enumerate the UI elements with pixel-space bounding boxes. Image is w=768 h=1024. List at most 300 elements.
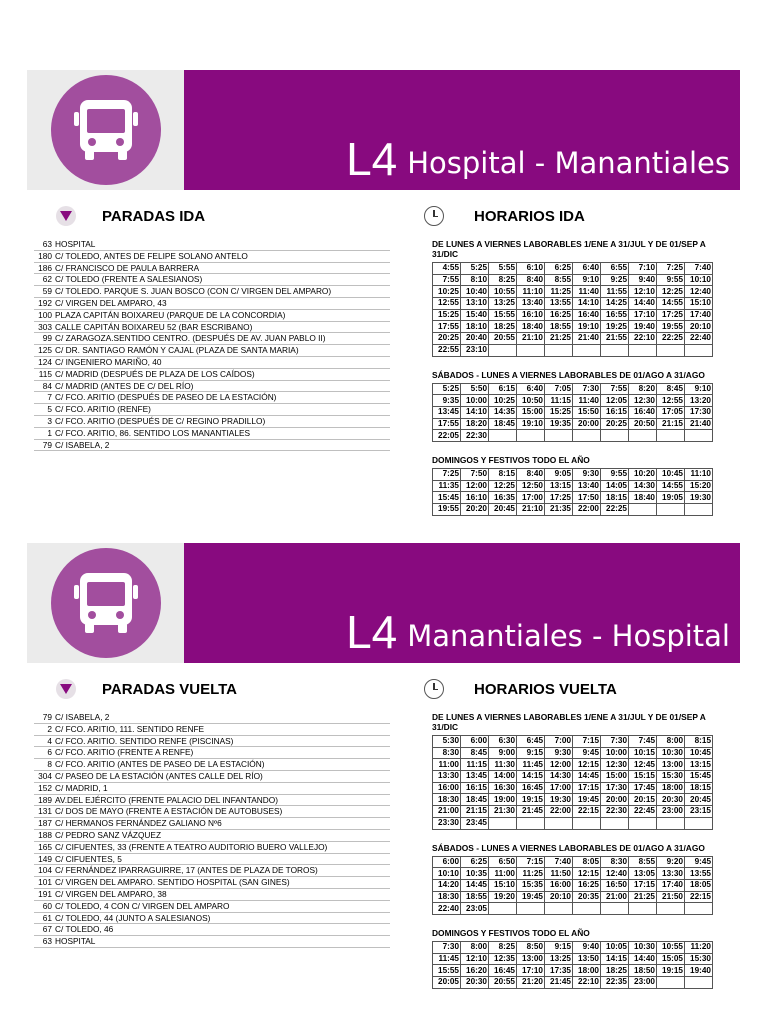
stop-number: 303 xyxy=(38,321,52,332)
route-title: Hospital - Manantiales xyxy=(407,146,730,180)
time-cell: 10:50 xyxy=(517,395,545,407)
time-cell: 20:05 xyxy=(433,977,461,989)
time-cell xyxy=(489,903,517,915)
time-cell: 10:10 xyxy=(685,274,713,286)
stop-row xyxy=(34,889,390,901)
stop-name: C/ TOLEDO (FRENTE A SALESIANOS) xyxy=(55,274,203,285)
timetable-row xyxy=(433,903,713,915)
time-cell: 7:45 xyxy=(629,736,657,748)
route-header xyxy=(27,70,740,190)
time-cell: 13:10 xyxy=(461,298,489,310)
timetable-row xyxy=(433,286,713,298)
stop-row xyxy=(34,759,390,771)
stop-name: C/ VIRGEN DEL AMPARO, 38 xyxy=(55,888,167,899)
time-cell: 18:25 xyxy=(601,965,629,977)
time-cell: 19:55 xyxy=(657,321,685,333)
time-cell: 5:55 xyxy=(489,263,517,275)
time-cell: 9:30 xyxy=(545,747,573,759)
time-cell: 8:30 xyxy=(433,747,461,759)
time-cell: 15:00 xyxy=(601,771,629,783)
time-cell: 10:00 xyxy=(601,747,629,759)
time-cell: 11:10 xyxy=(517,286,545,298)
time-cell: 17:30 xyxy=(685,406,713,418)
route-title: Manantiales - Hospital xyxy=(407,619,730,653)
time-cell: 13:45 xyxy=(461,771,489,783)
time-cell: 5:25 xyxy=(433,383,461,395)
timetable-row xyxy=(433,321,713,333)
stop-row xyxy=(34,392,390,404)
time-cell: 8:00 xyxy=(461,941,489,953)
time-cell xyxy=(517,817,545,829)
timetable xyxy=(432,735,713,830)
time-cell: 23:15 xyxy=(685,806,713,818)
time-cell xyxy=(601,430,629,442)
line-code: L4 xyxy=(346,606,398,658)
time-cell: 17:15 xyxy=(629,879,657,891)
stop-row xyxy=(34,795,390,807)
timetable-row xyxy=(433,504,713,516)
stop-name: C/ TOLEDO, 4 CON C/ VIRGEN DEL AMPARO xyxy=(55,900,230,911)
time-cell: 14:15 xyxy=(517,771,545,783)
time-cell: 11:00 xyxy=(433,759,461,771)
time-cell: 12:15 xyxy=(573,868,601,880)
stop-name: C/ PEDRO SANZ VÁZQUEZ xyxy=(55,829,162,840)
stop-row xyxy=(34,239,390,251)
time-cell: 15:00 xyxy=(517,406,545,418)
time-cell: 14:30 xyxy=(545,771,573,783)
time-cell: 15:15 xyxy=(629,771,657,783)
time-cell: 16:00 xyxy=(433,782,461,794)
time-cell: 19:05 xyxy=(657,492,685,504)
time-cell xyxy=(685,344,713,356)
stop-row xyxy=(34,416,390,428)
time-cell: 10:20 xyxy=(629,468,657,480)
time-cell: 9:25 xyxy=(601,274,629,286)
time-cell: 23:30 xyxy=(433,817,461,829)
stop-number: 189 xyxy=(38,794,52,805)
stop-name: C/ FCO. ARITIO (FRENTE A RENFE) xyxy=(55,747,194,758)
stop-number: 59 xyxy=(42,286,52,297)
time-cell: 22:10 xyxy=(573,977,601,989)
route-header xyxy=(27,543,740,663)
time-cell: 15:50 xyxy=(573,406,601,418)
time-cell xyxy=(545,817,573,829)
time-cell: 11:45 xyxy=(433,953,461,965)
timetable xyxy=(432,262,713,357)
timetable-row xyxy=(433,395,713,407)
time-cell: 11:15 xyxy=(461,759,489,771)
time-cell: 16:55 xyxy=(601,309,629,321)
schedule-block-title: DOMINGOS Y FESTIVOS TODO EL AÑO xyxy=(432,927,590,938)
time-cell: 22:25 xyxy=(601,504,629,516)
time-cell: 21:30 xyxy=(489,806,517,818)
stop-row xyxy=(34,724,390,736)
time-cell: 13:15 xyxy=(685,759,713,771)
time-cell: 10:25 xyxy=(433,286,461,298)
icon-box xyxy=(27,70,184,190)
schedule-block xyxy=(432,843,712,915)
time-cell: 19:10 xyxy=(573,321,601,333)
time-cell: 19:15 xyxy=(517,794,545,806)
stop-row xyxy=(34,333,390,345)
time-cell: 21:35 xyxy=(545,504,573,516)
time-cell: 9:15 xyxy=(545,941,573,953)
stop-number: 1 xyxy=(47,427,52,438)
time-cell: 12:35 xyxy=(489,953,517,965)
stop-row xyxy=(34,440,390,452)
stop-row xyxy=(34,286,390,298)
time-cell: 21:10 xyxy=(517,504,545,516)
time-cell: 11:50 xyxy=(545,868,573,880)
time-cell: 14:40 xyxy=(629,953,657,965)
clock-icon xyxy=(424,679,444,699)
schedule-block-title: DE LUNES A VIERNES LABORABLES 1/ENE A 31/JUL Y DE 01/SEP A 31/DIC xyxy=(432,712,706,732)
time-cell: 22:55 xyxy=(433,344,461,356)
time-cell xyxy=(629,430,657,442)
time-cell: 20:00 xyxy=(573,418,601,430)
time-cell: 16:50 xyxy=(601,879,629,891)
stop-name: C/ CIFUENTES, 33 (FRENTE A TEATRO AUDITORIO BUERO VALLEJO) xyxy=(55,841,328,852)
time-cell xyxy=(685,504,713,516)
time-cell: 11:45 xyxy=(517,759,545,771)
time-cell: 11:25 xyxy=(545,286,573,298)
timetable-row xyxy=(433,298,713,310)
time-cell: 17:00 xyxy=(545,782,573,794)
time-cell: 18:55 xyxy=(461,891,489,903)
timetable-row xyxy=(433,263,713,275)
time-cell: 11:00 xyxy=(489,868,517,880)
stop-row xyxy=(34,404,390,416)
time-cell: 8:25 xyxy=(489,941,517,953)
time-cell: 17:50 xyxy=(573,492,601,504)
timetable-row xyxy=(433,794,713,806)
stop-number: 165 xyxy=(38,841,52,852)
stop-name: C/ FCO. ARITIO (DESPUÉS DE C/ REGINO PRADILLO) xyxy=(55,415,266,426)
time-cell: 13:30 xyxy=(433,771,461,783)
stop-number: 187 xyxy=(38,818,52,829)
time-cell: 10:00 xyxy=(461,395,489,407)
time-cell xyxy=(489,430,517,442)
time-cell: 22:35 xyxy=(601,977,629,989)
time-cell: 6:45 xyxy=(517,736,545,748)
time-cell: 15:25 xyxy=(433,309,461,321)
time-cell: 15:55 xyxy=(489,309,517,321)
stop-row xyxy=(34,924,390,936)
timetable-row xyxy=(433,759,713,771)
stop-number: 61 xyxy=(42,912,52,923)
timetable xyxy=(432,383,713,442)
timetable xyxy=(432,941,713,989)
timetable xyxy=(432,468,713,516)
stop-number: 186 xyxy=(38,262,52,273)
time-cell: 14:30 xyxy=(629,480,657,492)
timetable-row xyxy=(433,806,713,818)
time-cell xyxy=(629,903,657,915)
time-cell: 18:20 xyxy=(461,418,489,430)
time-cell: 12:40 xyxy=(685,286,713,298)
time-cell: 15:40 xyxy=(461,309,489,321)
time-cell: 8:15 xyxy=(685,736,713,748)
time-cell: 19:45 xyxy=(573,794,601,806)
time-cell: 8:50 xyxy=(517,941,545,953)
stop-row xyxy=(34,936,390,948)
time-cell: 12:00 xyxy=(461,480,489,492)
stop-name: C/ PASEO DE LA ESTACIÓN (ANTES CALLE DEL RÍO) xyxy=(55,770,263,781)
stop-number: 62 xyxy=(42,274,52,285)
time-cell: 17:35 xyxy=(545,965,573,977)
time-cell: 16:00 xyxy=(545,879,573,891)
stop-number: 6 xyxy=(47,747,52,758)
time-cell: 9:20 xyxy=(657,856,685,868)
time-cell xyxy=(629,817,657,829)
time-cell: 21:40 xyxy=(685,418,713,430)
time-cell: 14:40 xyxy=(629,298,657,310)
schedule-blocks xyxy=(432,712,712,1002)
time-cell: 22:10 xyxy=(629,333,657,345)
time-cell: 6:00 xyxy=(461,736,489,748)
time-cell: 8:10 xyxy=(461,274,489,286)
schedule-block xyxy=(432,455,712,516)
time-cell xyxy=(601,344,629,356)
timetable-row xyxy=(433,333,713,345)
time-cell: 7:25 xyxy=(433,468,461,480)
time-cell: 5:50 xyxy=(461,383,489,395)
stop-number: 2 xyxy=(47,723,52,734)
time-cell: 21:45 xyxy=(517,806,545,818)
time-cell: 15:20 xyxy=(685,480,713,492)
stop-name: C/ ISABELA, 2 xyxy=(55,439,110,450)
timetable-row xyxy=(433,344,713,356)
time-cell: 13:15 xyxy=(545,480,573,492)
time-cell xyxy=(601,903,629,915)
time-cell: 16:40 xyxy=(573,309,601,321)
time-cell: 11:25 xyxy=(517,868,545,880)
time-cell: 5:25 xyxy=(461,263,489,275)
stop-number: 124 xyxy=(38,356,52,367)
schedule-block-title: DOMINGOS Y FESTIVOS TODO EL AÑO xyxy=(432,454,590,465)
time-cell: 17:40 xyxy=(685,309,713,321)
time-cell: 16:30 xyxy=(489,782,517,794)
stop-number: 79 xyxy=(42,712,52,722)
stop-number: 180 xyxy=(38,250,52,261)
time-cell: 13:40 xyxy=(517,298,545,310)
time-cell: 6:40 xyxy=(517,383,545,395)
time-cell: 14:25 xyxy=(601,298,629,310)
stop-name: C/ MADRID, 1 xyxy=(55,782,108,793)
time-cell: 6:55 xyxy=(601,263,629,275)
stop-row xyxy=(34,865,390,877)
time-cell: 16:25 xyxy=(545,309,573,321)
timetable-row xyxy=(433,274,713,286)
time-cell: 12:00 xyxy=(545,759,573,771)
stop-number: 67 xyxy=(42,924,52,935)
time-cell xyxy=(489,817,517,829)
time-cell: 12:50 xyxy=(517,480,545,492)
time-cell: 16:45 xyxy=(517,782,545,794)
time-cell: 18:50 xyxy=(629,965,657,977)
time-cell: 7:10 xyxy=(629,263,657,275)
time-cell: 22:25 xyxy=(657,333,685,345)
stop-name: HOSPITAL xyxy=(55,239,96,249)
time-cell: 6:30 xyxy=(489,736,517,748)
stop-number: 125 xyxy=(38,345,52,356)
paradas-heading-text: PARADAS IDA xyxy=(102,207,206,225)
time-cell: 17:00 xyxy=(517,492,545,504)
time-cell: 21:50 xyxy=(657,891,685,903)
schedule-block-title: SÁBADOS - LUNES A VIERNES LABORABLES DE 01/AGO A 31/AGO xyxy=(432,842,705,853)
time-cell: 15:30 xyxy=(657,771,685,783)
time-cell: 20:00 xyxy=(601,794,629,806)
time-cell: 18:30 xyxy=(433,891,461,903)
time-cell: 6:15 xyxy=(489,383,517,395)
time-cell: 7:50 xyxy=(461,468,489,480)
stop-name: C/ FCO. ARITIO (RENFE) xyxy=(55,404,151,415)
time-cell: 4:55 xyxy=(433,263,461,275)
paradas-heading-text: PARADAS VUELTA xyxy=(102,680,237,698)
time-cell: 16:15 xyxy=(601,406,629,418)
time-cell: 19:25 xyxy=(601,321,629,333)
time-cell: 8:40 xyxy=(517,274,545,286)
time-cell: 22:00 xyxy=(573,504,601,516)
time-cell: 14:10 xyxy=(573,298,601,310)
stop-number: 131 xyxy=(38,806,52,817)
time-cell: 6:50 xyxy=(489,856,517,868)
stop-name: C/ DOS DE MAYO (FRENTE A ESTACIÓN DE AUTOBUSES) xyxy=(55,806,283,817)
time-cell: 13:55 xyxy=(545,298,573,310)
stop-name: C/ VIRGEN DEL AMPARO. SENTIDO HOSPITAL (SAN GINES) xyxy=(55,877,290,888)
time-cell: 15:45 xyxy=(433,492,461,504)
time-cell: 15:10 xyxy=(489,879,517,891)
stop-number: 4 xyxy=(47,735,52,746)
stop-row xyxy=(34,747,390,759)
time-cell: 16:20 xyxy=(461,965,489,977)
time-cell: 22:40 xyxy=(433,903,461,915)
stop-name: C/ INGENIERO MARIÑO, 40 xyxy=(55,356,162,367)
timetable-row xyxy=(433,771,713,783)
time-cell: 14:05 xyxy=(601,480,629,492)
time-cell: 19:30 xyxy=(545,794,573,806)
stop-name: CALLE CAPITÁN BOIXAREU 52 (BAR ESCRIBANO) xyxy=(55,321,253,332)
time-cell: 14:45 xyxy=(461,879,489,891)
time-cell: 17:25 xyxy=(545,492,573,504)
time-cell: 15:35 xyxy=(517,879,545,891)
time-cell: 9:40 xyxy=(573,941,601,953)
time-cell: 21:15 xyxy=(657,418,685,430)
timetable-row xyxy=(433,747,713,759)
triangle-down-icon xyxy=(56,679,76,699)
stop-row xyxy=(34,381,390,393)
timetable-row xyxy=(433,383,713,395)
stop-number: 304 xyxy=(38,770,52,781)
time-cell: 20:30 xyxy=(461,977,489,989)
time-cell: 19:40 xyxy=(685,965,713,977)
time-cell xyxy=(573,344,601,356)
timetable-row xyxy=(433,941,713,953)
stops-list xyxy=(34,712,390,948)
time-cell: 17:10 xyxy=(517,965,545,977)
paradas-heading xyxy=(56,679,237,699)
time-cell: 19:15 xyxy=(657,965,685,977)
time-cell: 10:10 xyxy=(433,868,461,880)
time-cell: 23:05 xyxy=(461,903,489,915)
timetable-row xyxy=(433,492,713,504)
timetable xyxy=(432,856,713,915)
stop-name: C/ TOLEDO, 46 xyxy=(55,924,114,935)
time-cell: 20:10 xyxy=(685,321,713,333)
stop-number: 60 xyxy=(42,900,52,911)
time-cell: 14:35 xyxy=(489,406,517,418)
timetable-row xyxy=(433,891,713,903)
time-cell: 9:35 xyxy=(433,395,461,407)
time-cell: 17:30 xyxy=(601,782,629,794)
time-cell xyxy=(657,817,685,829)
time-cell: 11:55 xyxy=(601,286,629,298)
time-cell: 7:00 xyxy=(545,736,573,748)
stop-name: C/ FERNÁNDEZ IPARRAGUIRRE, 17 (ANTES DE PLAZA DE TOROS) xyxy=(55,865,318,876)
time-cell: 16:35 xyxy=(489,492,517,504)
bus-icon xyxy=(51,75,161,185)
time-cell: 10:45 xyxy=(657,468,685,480)
time-cell: 9:00 xyxy=(489,747,517,759)
stop-name: C/ HERMANOS FERNÁNDEZ GALIANO Nº6 xyxy=(55,818,222,829)
stop-row xyxy=(34,357,390,369)
time-cell: 20:10 xyxy=(545,891,573,903)
time-cell: 18:15 xyxy=(685,782,713,794)
time-cell: 21:25 xyxy=(629,891,657,903)
time-cell: 22:30 xyxy=(601,806,629,818)
time-cell: 12:40 xyxy=(601,868,629,880)
stop-row xyxy=(34,818,390,830)
time-cell: 17:40 xyxy=(657,879,685,891)
time-cell: 15:05 xyxy=(657,953,685,965)
time-cell: 23:00 xyxy=(629,977,657,989)
schedule-block-title: DE LUNES A VIERNES LABORABLES 1/ENE A 31/JUL Y DE 01/SEP A 31/DIC xyxy=(432,239,706,259)
time-cell: 22:15 xyxy=(573,806,601,818)
time-cell: 21:15 xyxy=(461,806,489,818)
time-cell: 16:25 xyxy=(573,879,601,891)
stop-row xyxy=(34,806,390,818)
time-cell: 5:30 xyxy=(433,736,461,748)
time-cell xyxy=(629,504,657,516)
time-cell xyxy=(573,430,601,442)
time-cell: 9:15 xyxy=(517,747,545,759)
stop-name: C/ ZARAGOZA.SENTIDO CENTRO. (DESPUÉS DE AV. JUAN PABLO II) xyxy=(55,333,326,344)
time-cell: 12:10 xyxy=(461,953,489,965)
time-cell xyxy=(657,977,685,989)
time-cell: 12:30 xyxy=(629,395,657,407)
time-cell xyxy=(685,977,713,989)
stop-number: 7 xyxy=(47,392,52,403)
time-cell: 15:30 xyxy=(685,953,713,965)
timetable-row xyxy=(433,965,713,977)
timetable-row xyxy=(433,468,713,480)
time-cell: 20:15 xyxy=(629,794,657,806)
time-cell: 15:10 xyxy=(685,298,713,310)
stop-number: 99 xyxy=(42,333,52,344)
timetable-row xyxy=(433,480,713,492)
time-cell: 11:40 xyxy=(573,395,601,407)
time-cell: 22:05 xyxy=(433,430,461,442)
time-cell: 9:55 xyxy=(657,274,685,286)
time-cell: 8:15 xyxy=(489,468,517,480)
time-cell: 18:30 xyxy=(433,794,461,806)
time-cell: 11:40 xyxy=(573,286,601,298)
schedule-blocks xyxy=(432,239,712,529)
stop-name: C/ FRANCISCO DE PAULA BARRERA xyxy=(55,262,200,273)
time-cell: 10:35 xyxy=(461,868,489,880)
time-cell: 10:30 xyxy=(657,747,685,759)
timetable-row xyxy=(433,782,713,794)
